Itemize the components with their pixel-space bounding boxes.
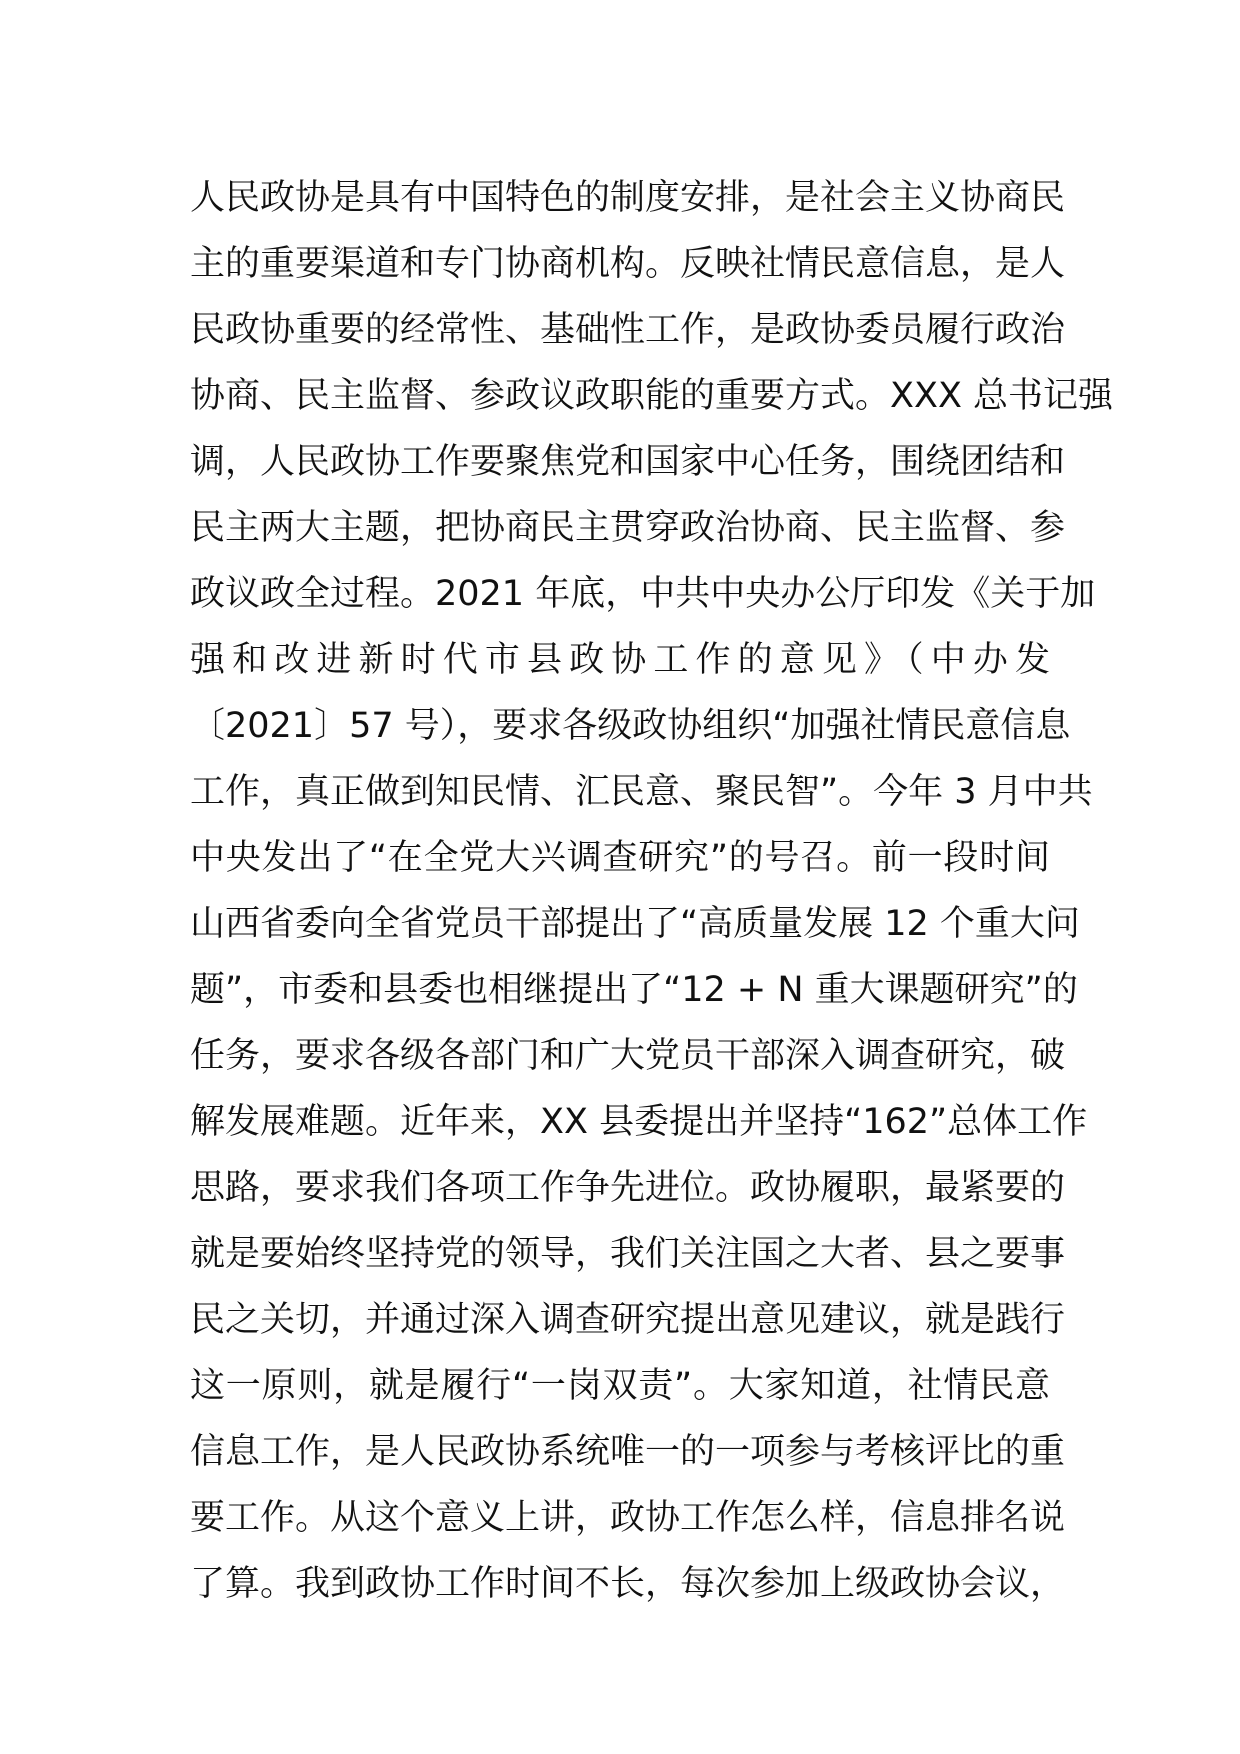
text-line: 中央发出了“在全党大兴调查研究”的号召。前一段时间 [190,838,1050,878]
text-line: 强和改进新时代市县政协工作的意见》（中办发 [190,640,1050,680]
text-line: 山西省委向全省党员干部提出了“高质量发展 12 个重大问 [190,904,1080,944]
text-line: 人民政协是具有中国特色的制度安排，是社会主义协商民 [190,178,1066,218]
text-line: 主的重要渠道和专门协商机构。反映社情民意信息，是人 [190,244,1066,284]
text-line: 调，人民政协工作要聚焦党和国家中心任务，围绕团结和 [190,442,1066,482]
text-line: 信息工作，是人民政协系统唯一的一项参与考核评比的重 [190,1432,1066,1472]
text-line: 了算。我到政协工作时间不长，每次参加上级政协会议， [190,1564,1066,1604]
text-line: 政议政全过程。2021 年底，中共中央办公厅印发《关于加 [190,574,1096,614]
body-paragraph [190,165,1114,1617]
text-line: 任务，要求各级各部门和广大党员干部深入调查研究，破 [190,1036,1066,1076]
text-line: 民主两大主题，把协商民主贯穿政治协商、民主监督、参 [190,508,1066,548]
text-line: 民政协重要的经常性、基础性工作，是政协委员履行政治 [190,310,1066,350]
text-line: 协商、民主监督、参政议政职能的重要方式。XXX 总书记强 [190,376,1114,416]
text-line: 解发展难题。近年来，XX 县委提出并坚持“162”总体工作 [190,1102,1088,1142]
text-line: 工作，真正做到知民情、汇民意、聚民智”。今年 3 月中共 [190,772,1093,812]
text-line: 思路，要求我们各项工作争先进位。政协履职，最紧要的 [190,1168,1066,1208]
text-line: 题”，市委和县委也相继提出了“12 + N 重大课题研究”的 [190,970,1078,1010]
text-line: 就是要始终坚持党的领导，我们关注国之大者、县之要事 [190,1234,1066,1274]
text-line: 要工作。从这个意义上讲，政协工作怎么样，信息排名说 [190,1498,1066,1538]
text-line: 民之关切，并通过深入调查研究提出意见建议，就是践行 [190,1300,1066,1340]
text-line: 〔2021〕57 号），要求各级政协组织“加强社情民意信息 [190,706,1071,746]
text-line: 这一原则，就是履行“一岗双责”。大家知道，社情民意 [190,1366,1050,1406]
